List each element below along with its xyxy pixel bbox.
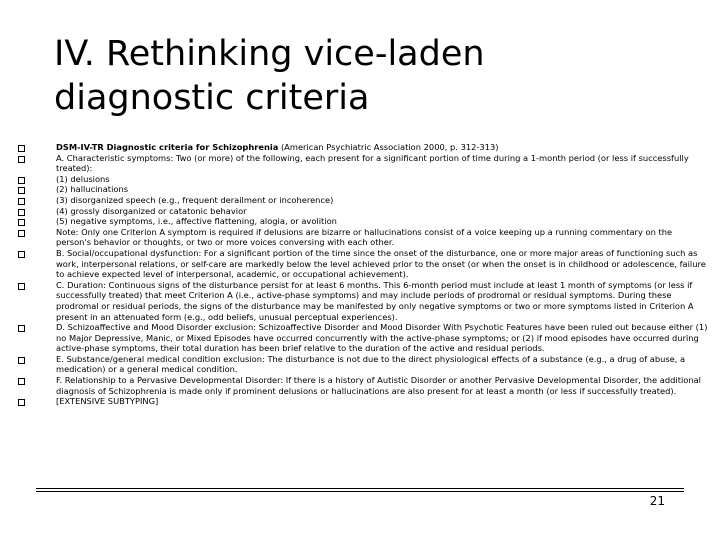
square-bullet-icon	[18, 357, 25, 364]
footer-rule-bottom	[36, 491, 684, 492]
list-item	[18, 248, 708, 280]
list-item	[18, 195, 708, 206]
item-text: (3) disorganized speech (e.g., frequent derailment or incoherence)	[56, 194, 334, 205]
list-item	[18, 153, 708, 174]
square-bullet-icon	[18, 177, 25, 184]
list-item	[18, 280, 708, 322]
item-text: B. Social/occupational dysfunction: For a significant portion of the time since the onset of the disturbance, one or more major areas of functioning such as work, interpersonal relations, or self-care are markedly below the level achieved prior to the onset (or when the onset is in childhood or adolescence, failure to achieve expected level of interpersonal, academic, or occupational achievement).	[56, 247, 706, 280]
item-text: (American Psychiatric Association 2000, p. 312-313)	[278, 142, 499, 152]
list-item	[18, 322, 708, 354]
item-text: (2) hallucinations	[56, 184, 129, 195]
slide-title-line-2: diagnostic criteria	[54, 78, 370, 118]
list-item	[18, 174, 708, 185]
item-text: [EXTENSIVE SUBTYPING]	[56, 396, 159, 407]
footer-rule-top	[36, 488, 684, 489]
square-bullet-icon	[18, 230, 25, 237]
square-bullet-icon	[18, 198, 25, 205]
criteria-list	[18, 142, 708, 407]
list-item	[18, 184, 708, 195]
list-item	[18, 354, 708, 375]
item-text: F. Relationship to a Pervasive Developmental Disorder: If there is a history of Autistic Disorder or another Pervasive Developmental Disorder, the additional diagnosis of Schizophrenia is made only if prominent delusions or hallucinations are also present for at least a month (or less if successfully treated).	[56, 375, 701, 396]
square-bullet-icon	[18, 187, 25, 194]
square-bullet-icon	[18, 399, 25, 406]
item-text: E. Substance/general medical condition exclusion: The disturbance is not due to the direct physiological effects of a substance (e.g., a drug of abuse, a medication) or a general medical condition.	[56, 353, 686, 375]
list-item	[18, 142, 708, 153]
item-text: (5) negative symptoms, i.e., affective flattening, alogia, or avolition	[56, 216, 337, 227]
square-bullet-icon	[18, 283, 25, 290]
square-bullet-icon	[18, 209, 25, 216]
item-text: A. Characteristic symptoms: Two (or more) of the following, each present for a significant portion of time during a 1-month period (or less if successfully treated):	[56, 152, 689, 174]
square-bullet-icon	[18, 378, 25, 385]
square-bullet-icon	[18, 325, 25, 332]
square-bullet-icon	[18, 156, 25, 163]
square-bullet-icon	[18, 219, 25, 226]
list-item	[18, 375, 708, 396]
item-lead: DSM-IV-TR Diagnostic criteria for Schizophrenia	[56, 142, 279, 152]
list-item	[18, 396, 708, 407]
page-number: 21	[649, 494, 665, 508]
slide-title-line-1: IV. Rethinking vice-laden	[54, 34, 485, 74]
square-bullet-icon	[18, 251, 25, 258]
list-item	[18, 216, 708, 227]
list-item	[18, 227, 708, 248]
slide-title	[54, 32, 674, 120]
list-item	[18, 206, 708, 217]
item-text: (4) grossly disorganized or catatonic behavior	[56, 205, 247, 216]
square-bullet-icon	[18, 145, 25, 152]
item-text: (1) delusions	[56, 173, 110, 184]
item-text: D. Schizoaffective and Mood Disorder exclusion: Schizoaffective Disorder and Mood Disorder With Psychotic Features have been ruled out because either (1) no Major Depressive, Manic, or Mixed Episodes have occurred concurrently with the active-phase symptoms; or (2) if mood episodes have occurred during active-phase symptoms, their total duration has been brief relative to the duration of the active and residual periods.	[56, 322, 708, 354]
item-text: Note: Only one Criterion A symptom is required if delusions are bizarre or hallucinations consist of a voice keeping up a running commentary on the person's behavior or thoughts, or two or more voices conversing with each other.	[56, 226, 673, 248]
item-text: C. Duration: Continuous signs of the disturbance persist for at least 6 months. This 6-month period must include at least 1 month of symptoms (or less if successfully treated) that meet Criterion A (i.e., active-phase symptoms) and may include periods of prodromal or residual symptoms. During these prodromal or residual periods, the signs of the disturbance may be manifested by only negative symptoms or two or more symptoms listed in Criterion A present in an attenuated form (e.g., odd beliefs, unusual perceptual experiences).	[56, 279, 694, 322]
